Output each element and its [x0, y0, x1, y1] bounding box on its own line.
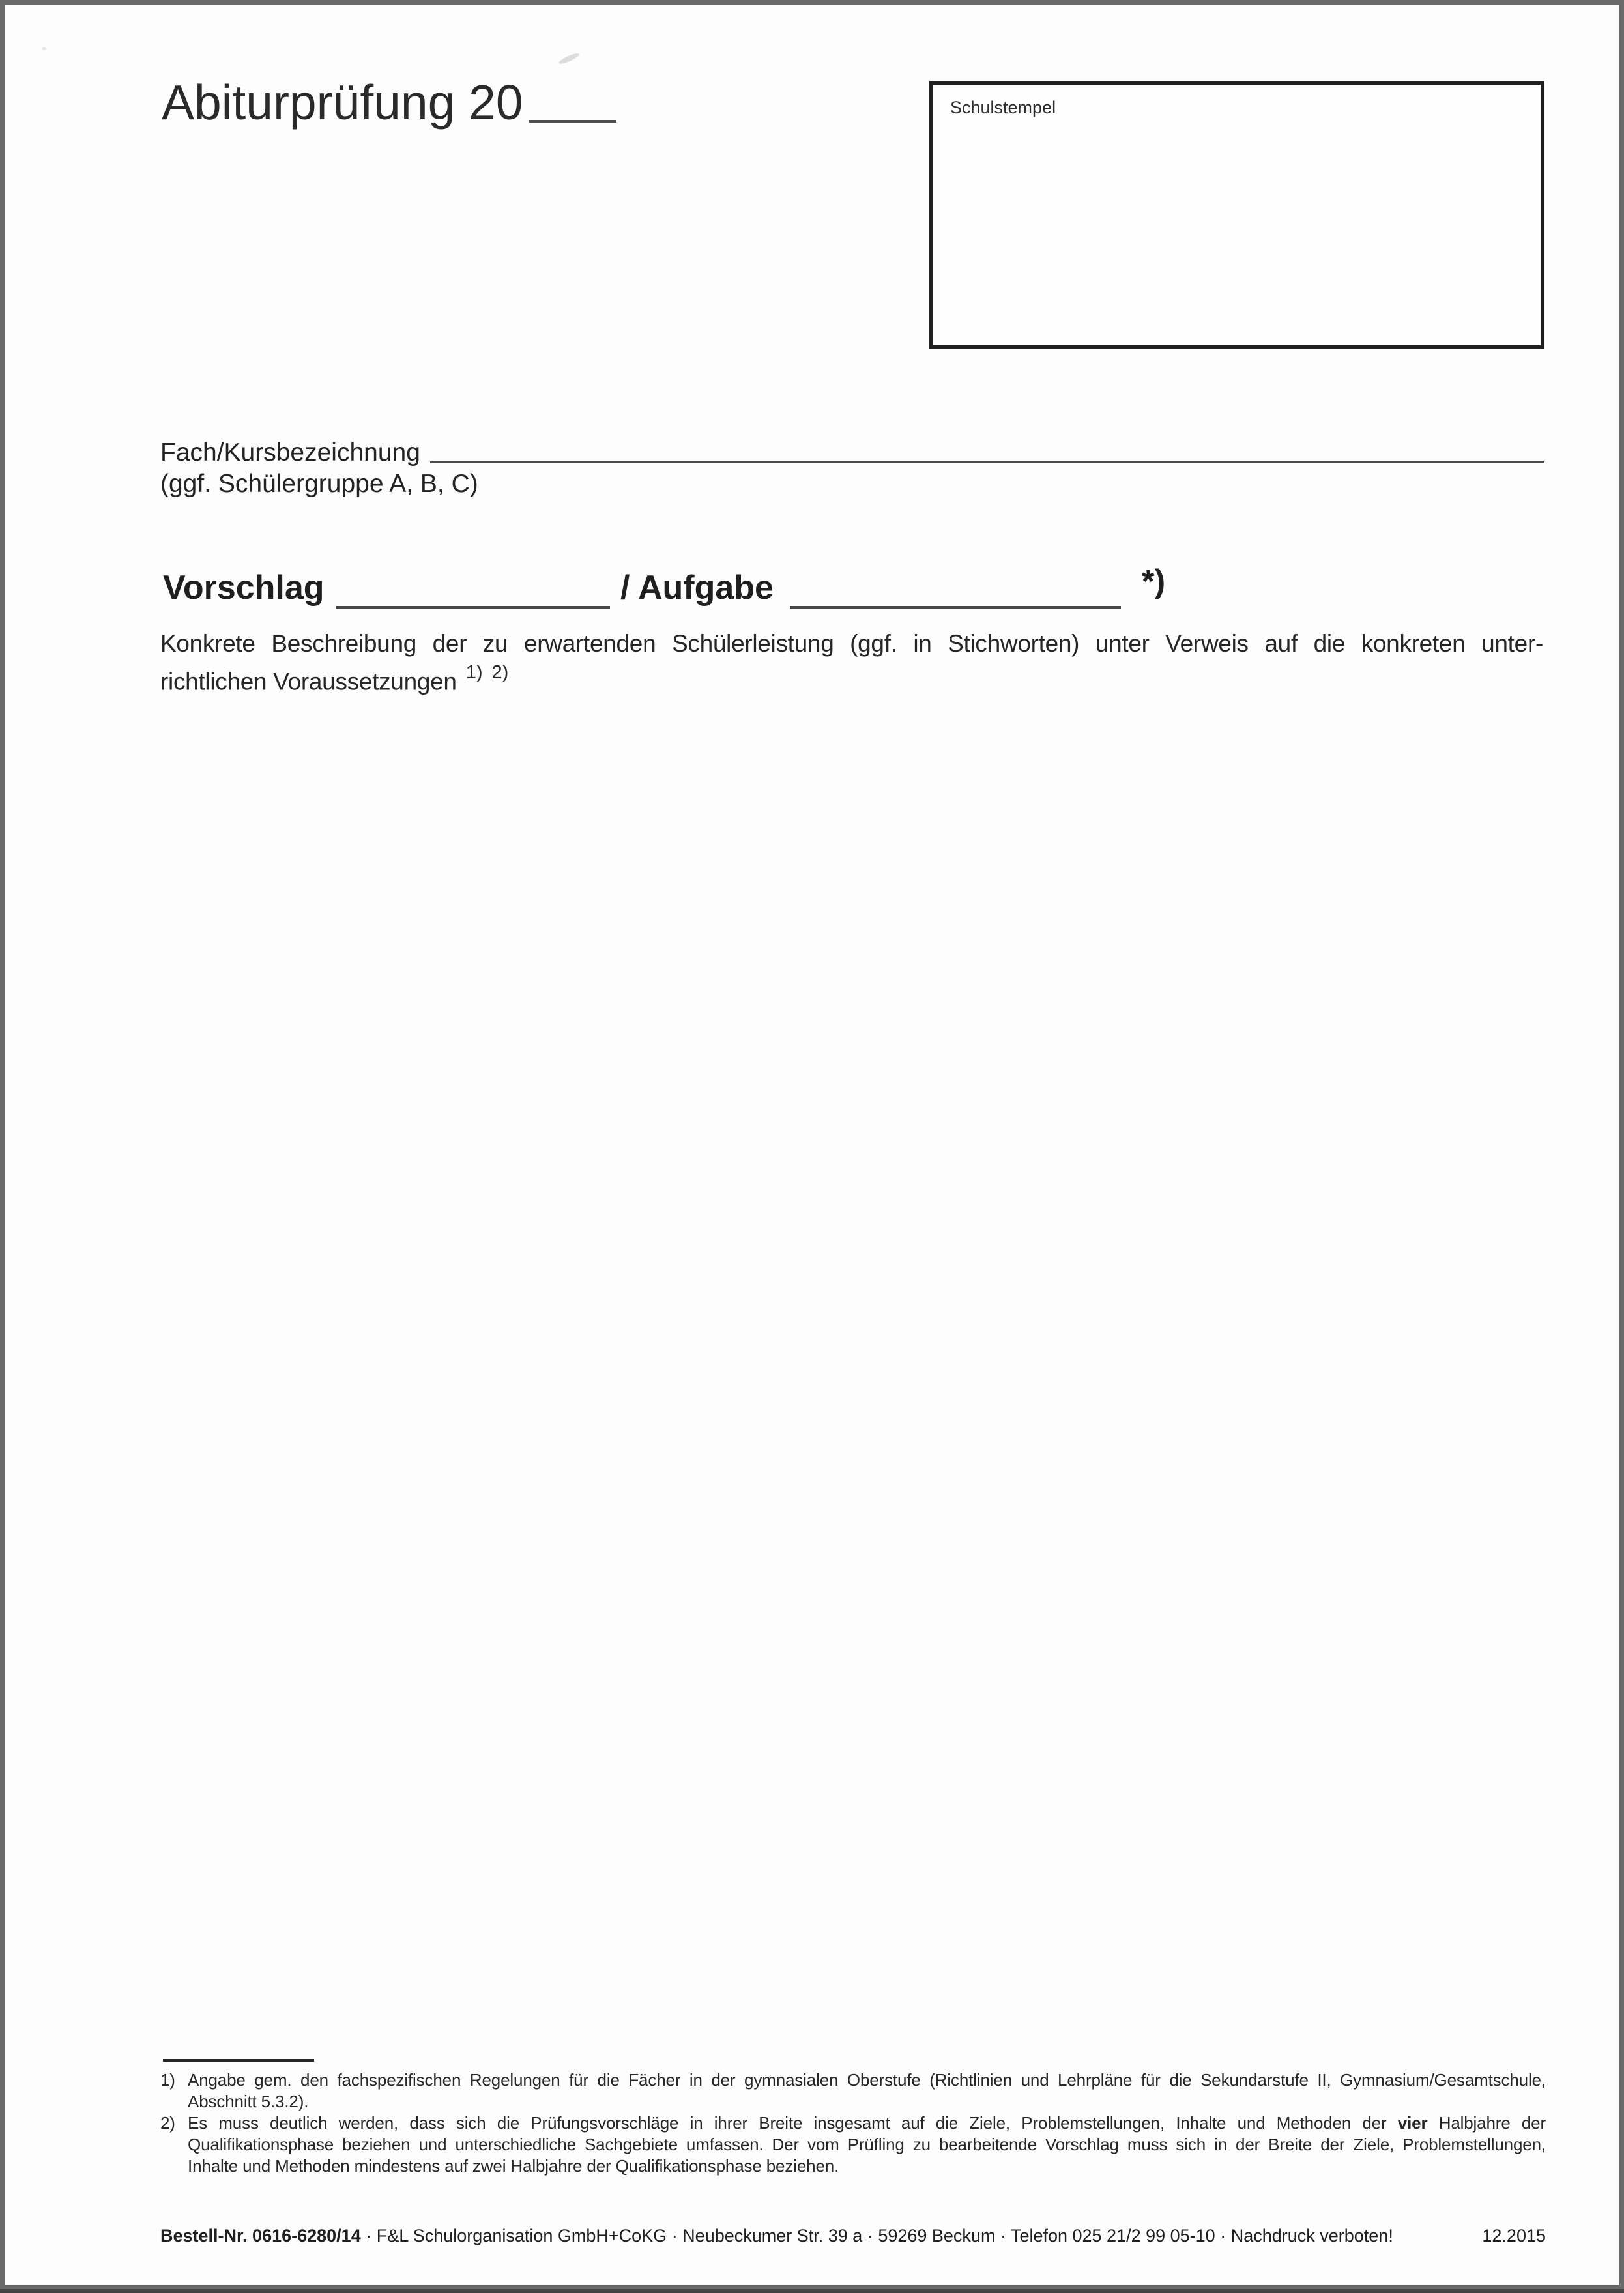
description-paragraph	[160, 628, 1543, 697]
order-number: Bestell-Nr. 0616-6280/14	[160, 2226, 361, 2245]
schulstempel-box	[929, 81, 1544, 349]
scan-smudge	[42, 47, 46, 50]
footnote-1	[160, 2069, 1546, 2113]
page-title: Abiturprüfung 20	[162, 75, 523, 130]
vorschlag-label: Vorschlag	[163, 569, 325, 607]
description-line-2-text: richtlichen Voraussetzungen	[160, 668, 457, 695]
schuelergruppe-sub-label: (ggf. Schülergruppe A, B, C)	[160, 470, 478, 498]
footnote-1-text	[188, 2069, 1546, 2113]
footer-left	[160, 2225, 1393, 2247]
page-footer	[160, 2225, 1546, 2247]
print-date: 12.2015	[1482, 2226, 1546, 2245]
footnote-2-number: 2)	[160, 2113, 175, 2133]
footnote-ref-2: 2)	[491, 662, 509, 683]
footnote-1-line-1: Angabe gem. den fachspezifischen Regelungen für die Fächer in der gymnasialen Oberstufe (Richtlinien und Lehrpläne für die Sekundarstufe II, Gymnasium/Gesamtschule,	[188, 2070, 1546, 2090]
footnote-2-line-1-bold: vier	[1397, 2113, 1428, 2133]
footnote-2	[160, 2113, 1546, 2177]
description-line-2	[160, 659, 1543, 697]
aufgabe-label: / Aufgabe	[620, 569, 774, 607]
aufgabe-blank-line	[790, 606, 1121, 609]
footnote-2-line-2: Qualifikationsphase beziehen und unterschiedliche Sachgebiete umfassen. Der vom Prüfling zu bearbeitende Vorschlag muss sich in der Breite der Ziele, Problemstellungen,	[188, 2135, 1546, 2154]
footnote-2-line-1-end: Halbjahre der	[1438, 2113, 1546, 2133]
fach-blank-line	[430, 461, 1544, 463]
footnote-2-line-1	[188, 2113, 1546, 2134]
footnotes-block	[160, 2069, 1546, 2177]
footnote-ref-1: 1)	[465, 662, 483, 683]
publisher-info: · F&L Schulorganisation GmbH+CoKG · Neubeckumer Str. 39 a · 59269 Beckum · Telefon 025 21/2 99 05-10 · Nachdruck verboten!	[366, 2226, 1393, 2245]
footnote-2-text	[188, 2113, 1546, 2177]
vorschlag-blank-line	[336, 606, 610, 609]
footnote-2-line-1-start: Es muss deutlich werden, dass sich die Prüfungsvorschläge in ihrer Breite insgesamt auf die Ziele, Problemstellungen, Inhalte und Methoden der	[188, 2113, 1387, 2133]
footnote-divider	[163, 2059, 314, 2062]
star-footnote-ref: *)	[1142, 563, 1166, 599]
schulstempel-label: Schulstempel	[950, 98, 1056, 117]
footnote-2-line-3: Inhalte und Methoden mindestens auf zwei Halbjahre der Qualifikationsphase beziehen.	[188, 2156, 839, 2176]
fach-kursbezeichnung-label: Fach/Kursbezeichnung	[160, 439, 420, 467]
footnote-1-number: 1)	[160, 2070, 175, 2090]
footnote-1-line-2: Abschnitt 5.3.2).	[188, 2092, 309, 2111]
year-blank-line	[529, 120, 616, 123]
description-line-1: Konkrete Beschreibung der zu erwartenden Schülerleistung (ggf. in Stichworten) unter Verweis auf die konkreten unter-	[160, 630, 1543, 657]
